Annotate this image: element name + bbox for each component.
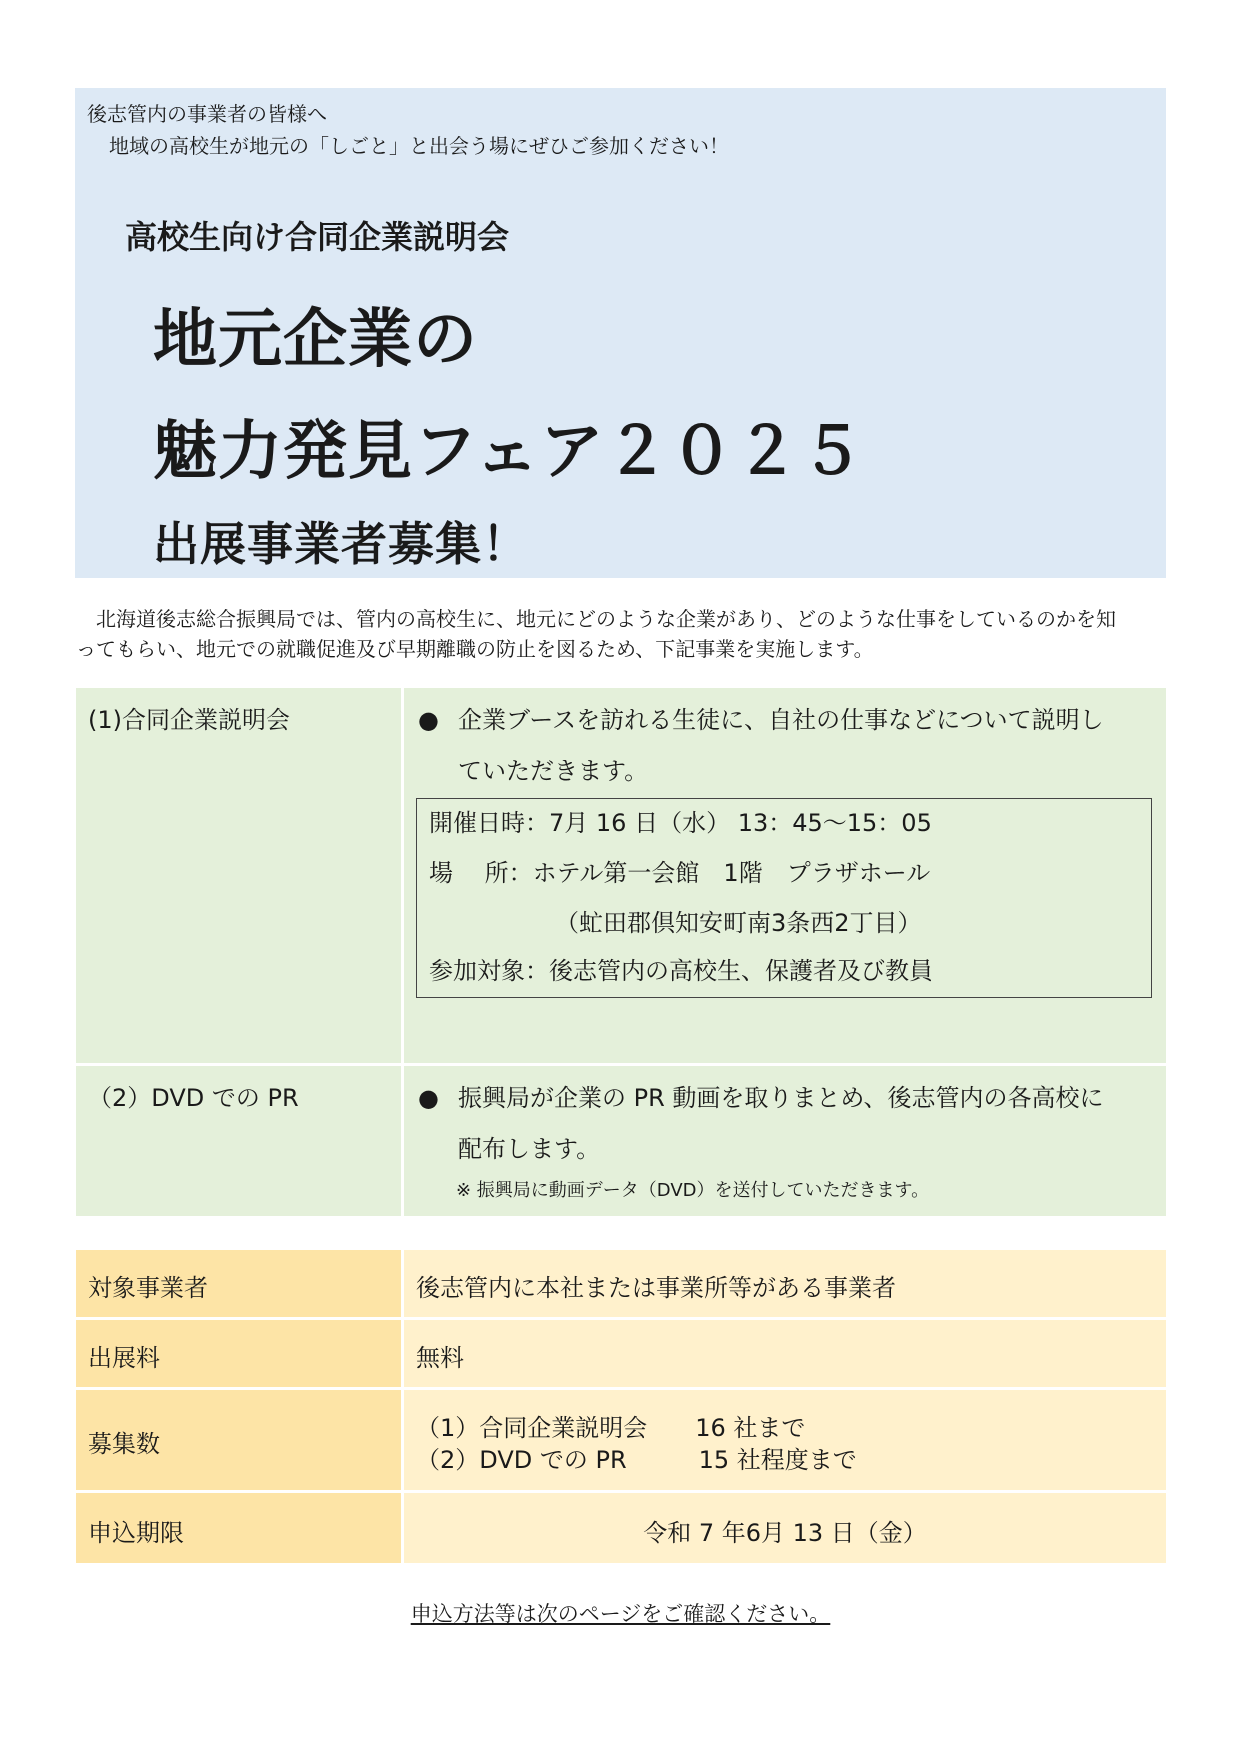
event-date: 開催日時：7月 16 日（水） 13：45～15：05 bbox=[429, 809, 932, 837]
summary-label: 対象事業者 bbox=[88, 1274, 208, 1302]
event-target: 参加対象：後志管内の高校生、保護者及び教員 bbox=[429, 957, 933, 985]
header-banner bbox=[75, 88, 1166, 578]
summary-row-quota bbox=[76, 1390, 1166, 1490]
event-address: （虻田郡倶知安町南3条西2丁目） bbox=[555, 909, 922, 937]
event-title-line-3: 出展事業者募集！ bbox=[153, 517, 529, 571]
summary-label-cell bbox=[76, 1493, 401, 1563]
program-desc-cell bbox=[404, 688, 1166, 1063]
summary-row-fee bbox=[76, 1320, 1166, 1387]
program-desc-text: 振興局が企業の PR 動画を取りまとめ、後志管内の各高校に bbox=[458, 1084, 1104, 1112]
program-desc-line-1 bbox=[418, 1078, 1103, 1113]
event-title-line-2: 魅力発見フェア２０２５ bbox=[153, 415, 865, 489]
footer-note bbox=[0, 1598, 1241, 1628]
event-title-line-1: 地元企業の bbox=[153, 303, 478, 377]
summary-value-cell bbox=[404, 1250, 1166, 1317]
greeting-line-1: 後志管内の事業者の皆様へ bbox=[87, 102, 327, 126]
program-label-cell bbox=[76, 1066, 401, 1216]
bullet-icon: ● bbox=[418, 706, 439, 734]
program-label-cell bbox=[76, 688, 401, 1063]
summary-label-cell bbox=[76, 1320, 401, 1387]
summary-label-cell bbox=[76, 1250, 401, 1317]
summary-value: 無料 bbox=[416, 1344, 464, 1372]
summary-value-cell bbox=[404, 1493, 1166, 1563]
summary-value-cell bbox=[404, 1320, 1166, 1387]
summary-label: 募集数 bbox=[88, 1430, 160, 1458]
summary-label: 出展料 bbox=[88, 1344, 160, 1372]
summary-value-line-1: （1）合同企業説明会 16 社まで bbox=[416, 1414, 806, 1442]
footer-text: 申込方法等は次のページをご確認ください。 bbox=[410, 1602, 831, 1626]
program-label: (1)合同企業説明会 bbox=[88, 706, 290, 734]
program-desc-text: 企業ブースを訪れる生徒に、自社の仕事などについて説明し bbox=[458, 706, 1104, 734]
summary-value: 後志管内に本社または事業所等がある事業者 bbox=[416, 1274, 896, 1302]
program-desc-line-2: ていただきます。 bbox=[458, 757, 649, 785]
program-row-joint-briefing bbox=[76, 688, 1166, 1063]
program-desc-cell bbox=[404, 1066, 1166, 1216]
bullet-icon: ● bbox=[418, 1084, 439, 1112]
summary-value-line-2: （2）DVD での PR 15 社程度まで bbox=[416, 1446, 857, 1474]
summary-label: 申込期限 bbox=[88, 1519, 184, 1547]
greeting-line-2: 地域の高校生が地元の「しごと」と出会う場にぜひご参加ください！ bbox=[109, 134, 729, 158]
intro-paragraph bbox=[76, 604, 1171, 664]
intro-line-1: 北海道後志総合振興局では、管内の高校生に、地元にどのような企業があり、どのような仕事をしているのかを知 bbox=[96, 607, 1116, 631]
summary-row-eligibility bbox=[76, 1250, 1166, 1317]
intro-line-2: ってもらい、地元での就職促進及び早期離職の防止を図るため、下記事業を実施します。 bbox=[76, 637, 874, 661]
program-note: ※ 振興局に動画データ（DVD）を送付していただきます。 bbox=[456, 1180, 930, 1201]
program-label: （2）DVD での PR bbox=[88, 1084, 299, 1112]
summary-label-cell bbox=[76, 1390, 401, 1490]
program-desc-line-1 bbox=[418, 700, 1104, 735]
summary-row-deadline bbox=[76, 1493, 1166, 1563]
program-desc-line-2: 配布します。 bbox=[458, 1135, 601, 1163]
event-details-box bbox=[416, 798, 1152, 998]
program-row-dvd-pr bbox=[76, 1066, 1166, 1216]
summary-value-cell bbox=[404, 1390, 1166, 1490]
summary-value: 令和 7 年6月 13 日（金） bbox=[643, 1519, 927, 1547]
event-subtitle: 高校生向け合同企業説明会 bbox=[125, 218, 510, 256]
event-venue: 場 所：ホテル第一会館 1階 プラザホール bbox=[429, 859, 931, 887]
